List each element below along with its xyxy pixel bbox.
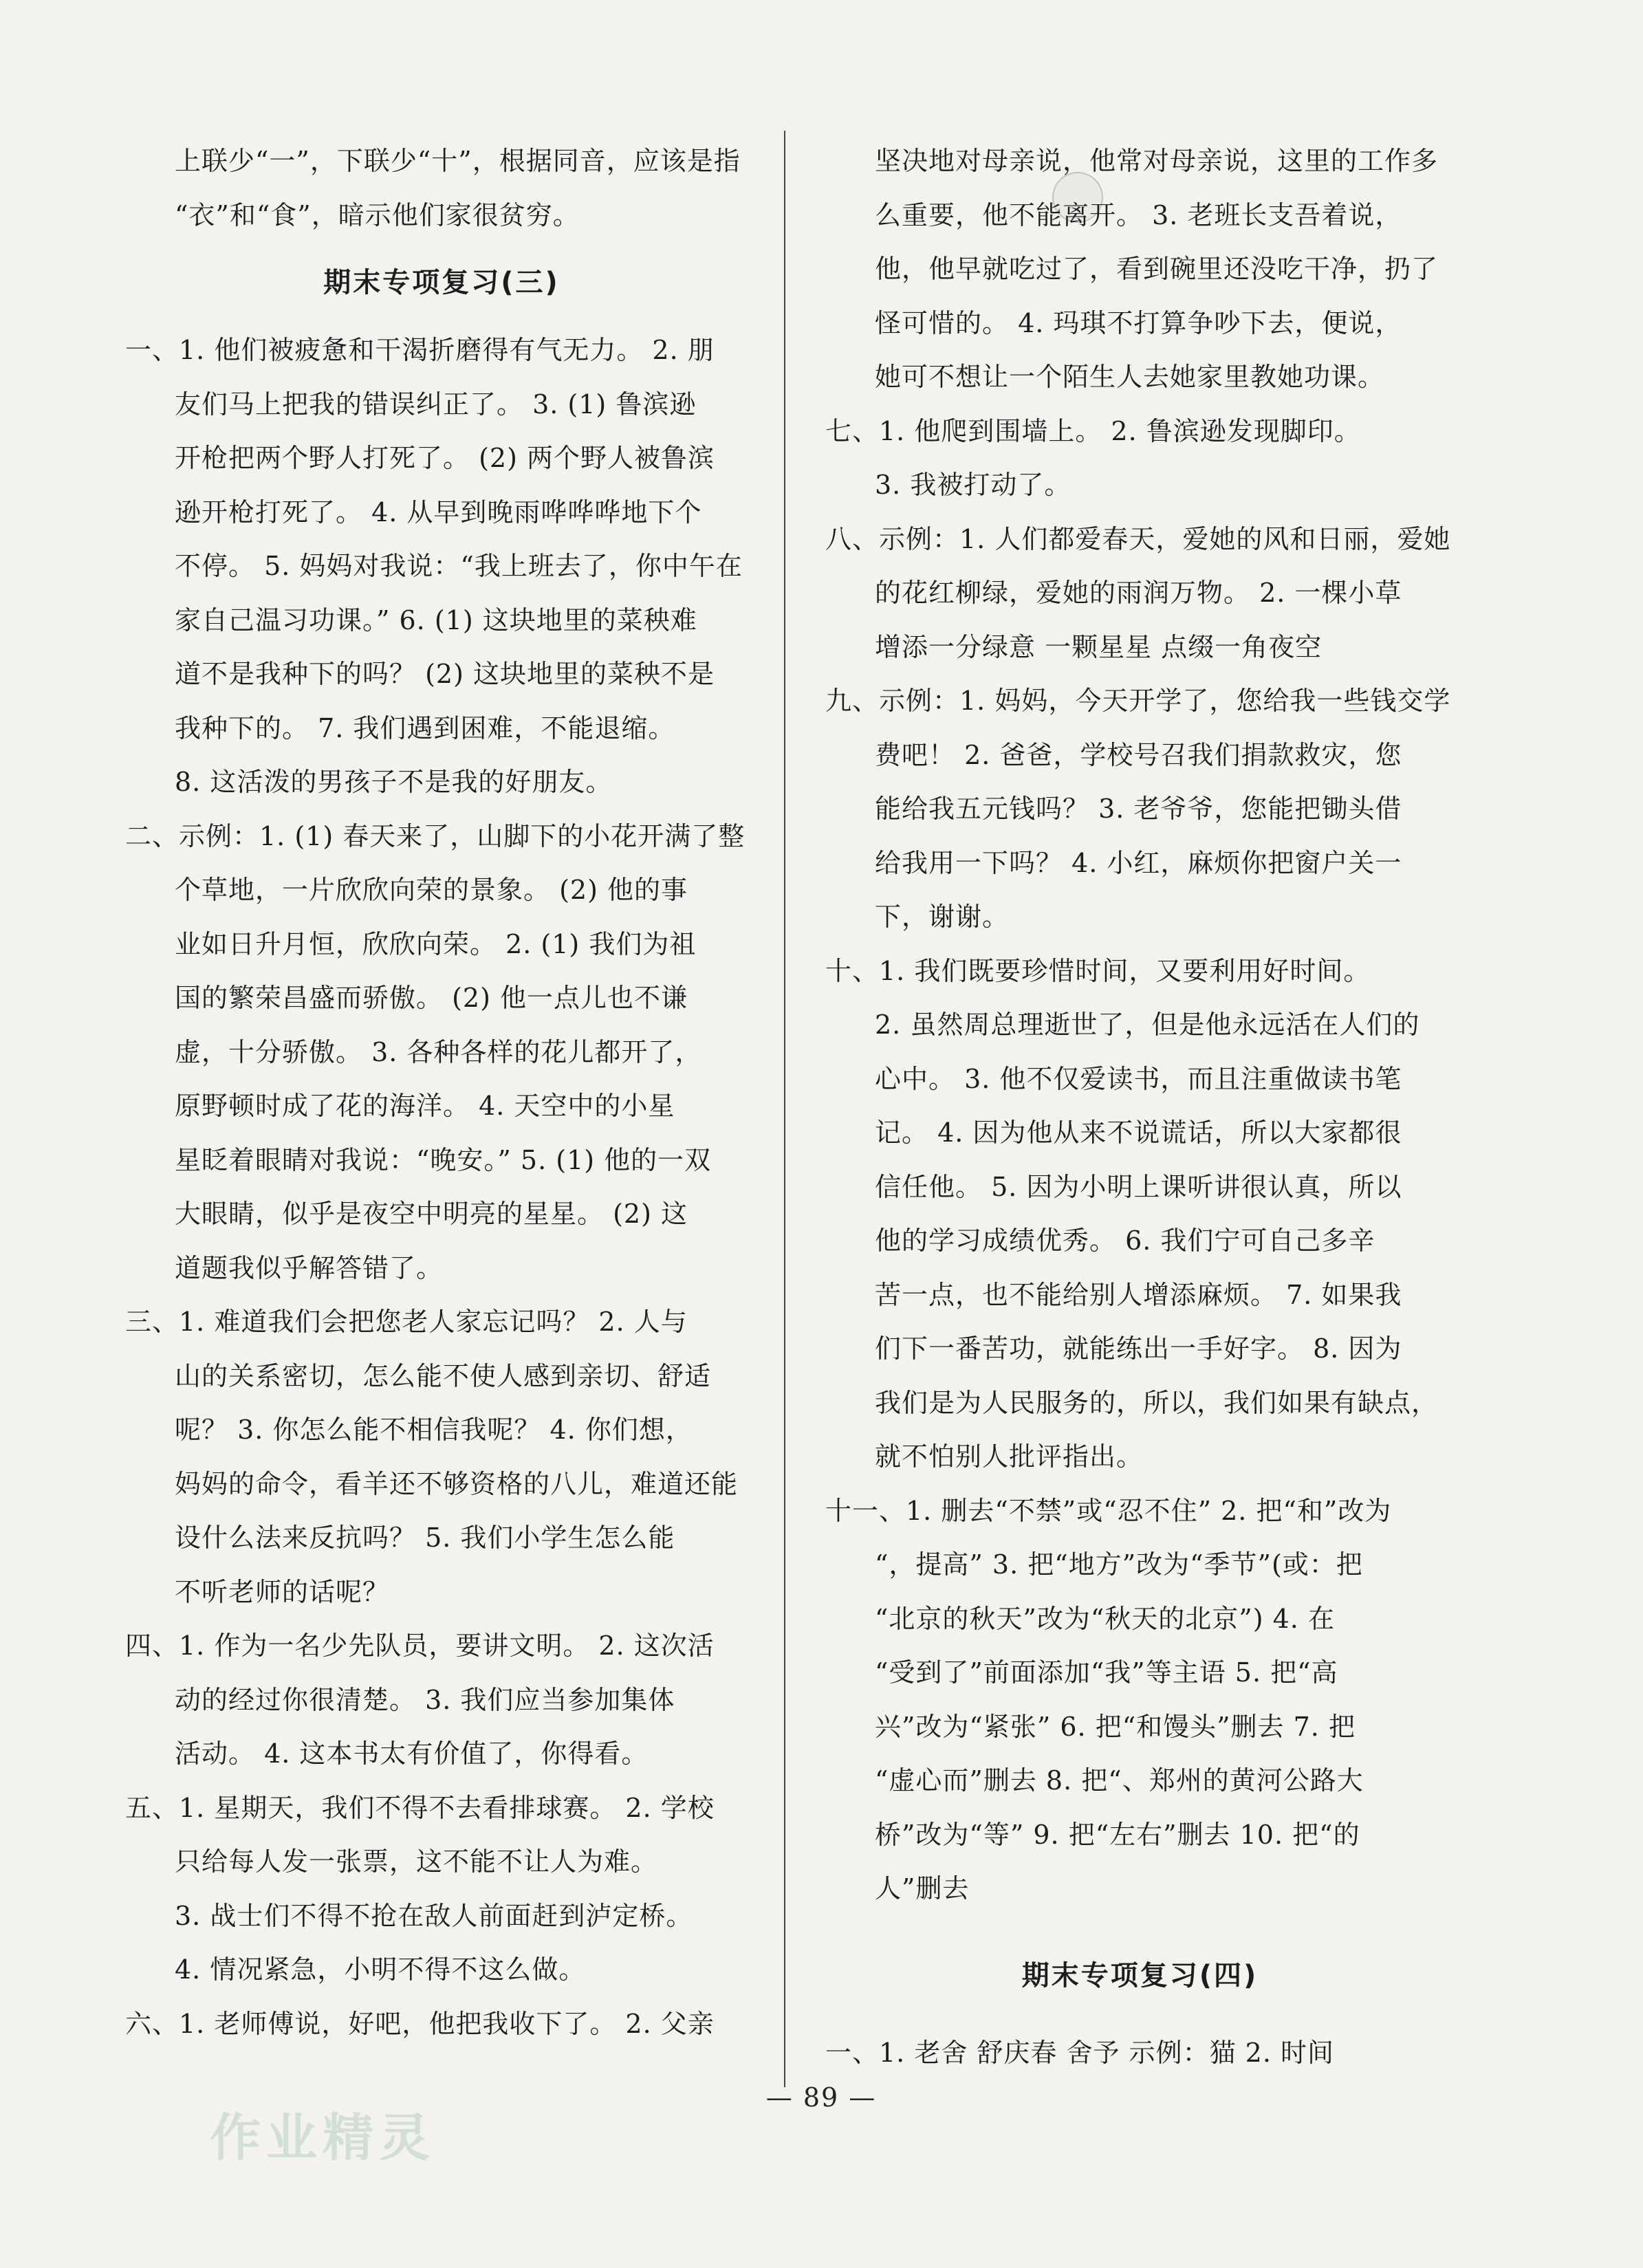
answer-line: 一、1. 他们被疲惫和干渴折磨得有气无力。 2. 朋 [125, 335, 715, 365]
answer-line: 他，他早就吃过了，看到碗里还没吃干净，扔了 [875, 254, 1439, 284]
answer-line: 就不怕别人批评指出。 [875, 1441, 1144, 1472]
watermark: 作业精灵 [210, 2108, 435, 2168]
answer-line: 心中。 3. 他不仅爱读书，而且注重做读书笔 [875, 1063, 1402, 1094]
answer-line: 六、1. 老师傅说，好吧，他把我收下了。 2. 父亲 [125, 2008, 715, 2039]
answer-line: 虚，十分骄傲。 3. 各种各样的花儿都开了， [175, 1036, 702, 1067]
answer-line: 我种下的。 7. 我们遇到困难，不能退缩。 [175, 712, 675, 743]
answer-line: 的花红柳绿，爱她的雨润万物。 2. 一棵小草 [875, 578, 1402, 608]
answer-line: 道不是我种下的吗？ (2) 这块地里的菜秧不是 [175, 659, 715, 689]
answer-line: 道题我似乎解答错了。 [175, 1252, 444, 1283]
answer-line: 8. 这活泼的男孩子不是我的好朋友。 [175, 767, 613, 797]
answer-line: 活动。 4. 这本书太有价值了，你得看。 [175, 1738, 649, 1769]
answer-line: 我们是为人民服务的，所以，我们如果有缺点， [875, 1387, 1439, 1418]
answer-line: 怪可惜的。 4. 玛琪不打算争吵下去，便说， [875, 307, 1402, 338]
answer-line: 八、示例：1. 人们都爱春天，爱她的风和日丽，爱她 [825, 523, 1451, 554]
answer-line: 下，谢谢。 [875, 902, 1010, 932]
answer-line: 九、示例：1. 妈妈，今天开学了，您给我一些钱交学 [825, 686, 1451, 716]
answer-line: 记。 4. 因为他从来不说谎话，所以大家都很 [875, 1117, 1402, 1148]
answer-line: “受到了”前面添加“我”等主语 5. 把“高 [875, 1657, 1338, 1688]
answer-line: 不听老师的话呢？ [175, 1576, 390, 1607]
answer-line: 3. 我被打动了。 [875, 470, 1071, 500]
answer-line: 妈妈的命令，看羊还不够资格的八儿，难道还能 [175, 1468, 739, 1499]
answer-line: 只给每人发一张票，这不能不让人为难。 [175, 1846, 658, 1877]
answer-line: 个草地，一片欣欣向荣的景象。 (2) 他的事 [175, 875, 688, 905]
answer-line: 山的关系密切，怎么能不使人感到亲切、舒适 [175, 1360, 712, 1391]
column-divider [784, 131, 785, 2087]
left-column [125, 134, 758, 2051]
answer-line: 他的学习成绩优秀。 6. 我们宁可自己多辛 [875, 1225, 1375, 1256]
answer-line: 十一、1. 删去“不禁”或“忍不住” 2. 把“和”改为 [825, 1495, 1392, 1526]
answer-line: 们下一番苦功，就能练出一手好字。 8. 因为 [875, 1333, 1402, 1364]
answer-line: 友们马上把我的错误纠正了。 3. (1) 鲁滨逊 [175, 389, 697, 419]
answer-line: 增添一分绿意 一颗星星 点缀一角夜空 [875, 631, 1323, 662]
answer-line: 2. 虽然周总理逝世了，但是他永远活在人们的 [875, 1010, 1420, 1040]
answer-line: 4. 情况紧急，小明不得不这么做。 [175, 1954, 586, 1985]
answer-line: 呢？ 3. 你怎么能不相信我呢？ 4. 你们想， [175, 1415, 693, 1445]
answer-line: 桥”改为“等” 9. 把“左右”删去 10. 把“的 [875, 1819, 1360, 1850]
answer-line: 不停。 5. 妈妈对我说：“我上班去了，你中午在 [175, 551, 743, 581]
answer-line: 二、示例：1. (1) 春天来了，山脚下的小花开满了整 [125, 820, 746, 851]
answer-line: 设什么法来反抗吗？ 5. 我们小学生怎么能 [175, 1523, 675, 1553]
answer-line: 业如日升月恒，欣欣向荣。 2. (1) 我们为祖 [175, 928, 697, 959]
answer-line: 苦一点，也不能给别人增添麻烦。 7. 如果我 [875, 1279, 1402, 1310]
page-number: — 89 — [765, 2082, 877, 2113]
answer-line: 她可不想让一个陌生人去她家里教她功课。 [875, 362, 1385, 392]
answer-line: 十、1. 我们既要珍惜时间，又要利用好时间。 [825, 955, 1371, 986]
answer-line: 四、1. 作为一名少先队员，要讲文明。 2. 这次活 [125, 1631, 715, 1661]
right-column [825, 134, 1455, 2080]
answer-line: 七、1. 他爬到围墙上。 2. 鲁滨逊发现脚印。 [825, 415, 1361, 446]
answer-line: 上联少“一”，下联少“十”，根据同音，应该是指 [175, 146, 741, 176]
answer-line: “北京的秋天”改为“秋天的北京”) 4. 在 [875, 1603, 1335, 1634]
answer-line: 么重要，他不能离开。 3. 老班长支吾着说， [875, 199, 1402, 230]
answer-line: 家自己温习功课。” 6. (1) 这块地里的菜秧难 [175, 604, 697, 635]
answer-line: 给我用一下吗？ 4. 小红，麻烦你把窗户关一 [875, 847, 1402, 878]
answer-line: 开枪把两个野人打死了。 (2) 两个野人被鲁滨 [175, 443, 715, 473]
answer-line: 国的繁荣昌盛而骄傲。 (2) 他一点儿也不谦 [175, 983, 688, 1013]
answer-line: 星眨着眼睛对我说：“晚安。” 5. (1) 他的一双 [175, 1144, 712, 1175]
answer-line: 大眼睛，似乎是夜空中明亮的星星。 (2) 这 [175, 1199, 688, 1229]
answer-line: 人”删去 [875, 1873, 970, 1904]
answer-line: “，提高” 3. 把“地方”改为“季节”(或：把 [875, 1549, 1363, 1580]
answer-line: 三、1. 难道我们会把您老人家忘记吗？ 2. 人与 [125, 1307, 688, 1337]
answer-line: 费吧！ 2. 爸爸，学校号召我们捐款救灾，您 [875, 739, 1402, 770]
answer-line: 信任他。 5. 因为小明上课听讲很认真，所以 [875, 1171, 1402, 1202]
answer-line: 动的经过你很清楚。 3. 我们应当参加集体 [175, 1684, 675, 1715]
answer-line: 一、1. 老舍 舒庆春 舍予 示例：猫 2. 时间 [825, 2037, 1334, 2068]
answer-line: “衣”和“食”，暗示他们家很贫穷。 [175, 199, 580, 230]
section-heading: 期末专项复习(三) [323, 267, 560, 298]
answer-line: 逊开枪打死了。 4. 从早到晚雨哗哗哗地下个 [175, 497, 702, 527]
answer-line: 坚决地对母亲说，他常对母亲说，这里的工作多 [875, 146, 1439, 176]
answer-line: “虚心而”删去 8. 把“、郑州的黄河公路大 [875, 1765, 1364, 1796]
answer-line: 3. 战士们不得不抢在敌人前面赶到泸定桥。 [175, 1900, 693, 1931]
section-heading: 期末专项复习(四) [1021, 1959, 1259, 1992]
answer-line: 兴”改为“紧张” 6. 把“和馒头”删去 7. 把 [875, 1711, 1356, 1742]
answer-line: 原野顿时成了花的海洋。 4. 天空中的小星 [175, 1091, 675, 1121]
answer-line: 五、1. 星期天，我们不得不去看排球赛。 2. 学校 [125, 1792, 715, 1823]
answer-line: 能给我五元钱吗？ 3. 老爷爷，您能把锄头借 [875, 794, 1402, 824]
